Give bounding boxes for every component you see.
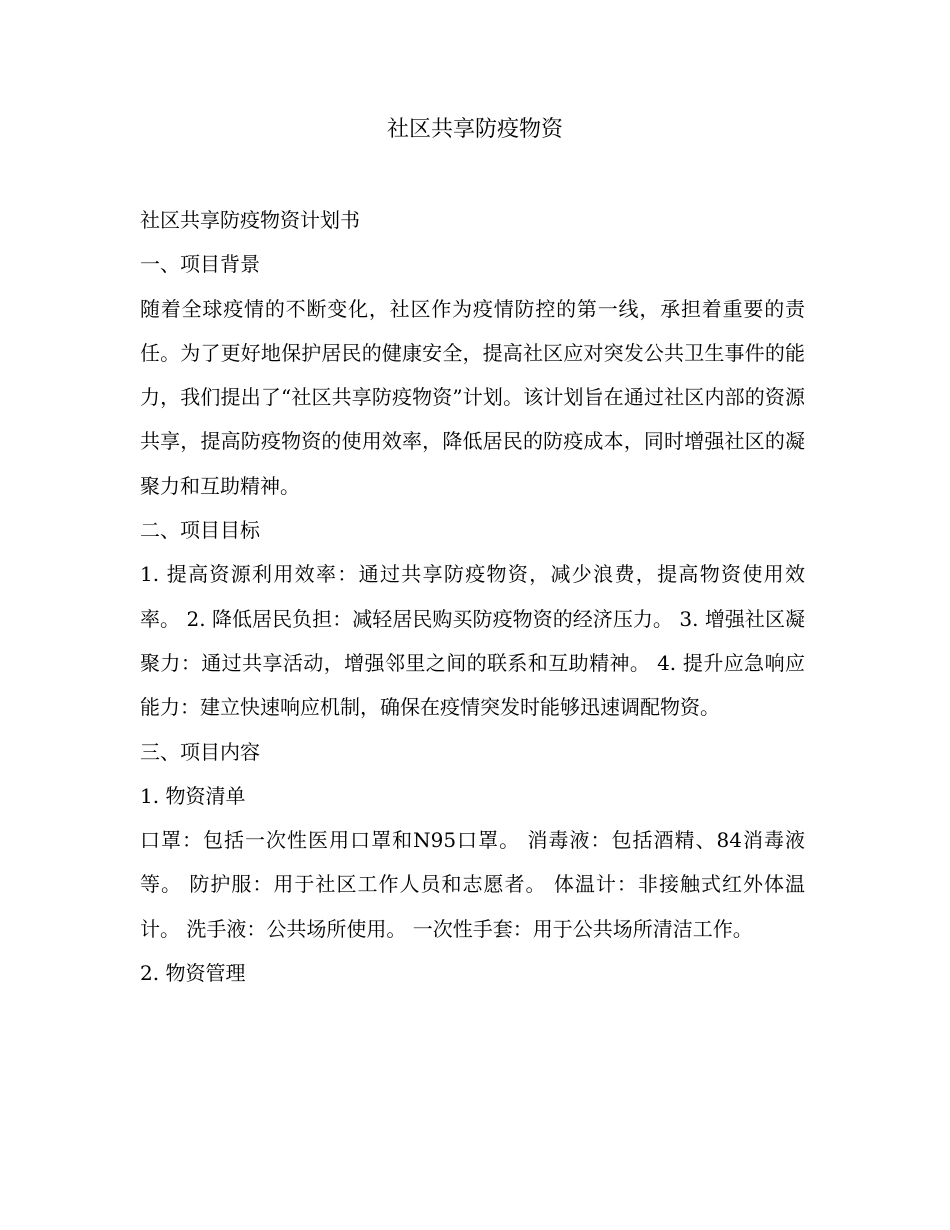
document-body <box>140 198 805 995</box>
plan-title: 社区共享防疫物资计划书 <box>140 208 360 232</box>
subheading-supply-management: 2. 物资管理 <box>140 961 246 986</box>
supply-list-paragraph: 口罩：包括一次性医用口罩和N95口罩。 消毒液：包括酒精、84消毒液等。 防护服：用于社区工作人员和志愿者。 体温计：非接触式红外体温计。 洗手液：公共场所使用。 一次性手套：用于公共场所清洁工作。 <box>140 828 805 941</box>
section-heading-content: 三、项目内容 <box>140 739 260 764</box>
background-paragraph: 随着全球疫情的不断变化，社区作为疫情防控的第一线，承担着重要的责任。为了更好地保护居民的健康安全，提高社区应对突发公共卫生事件的能力，我们提出了“社区共享防疫物资”计划。该计划旨在通过社区内部的资源共享，提高防疫物资的使用效率，降低居民的防疫成本，同时增强社区的凝聚力和互助精神。 <box>140 296 805 498</box>
subheading-supply-list: 1. 物资清单 <box>140 783 246 808</box>
document-title: 社区共享防疫物资 <box>386 117 563 142</box>
section-heading-goals: 二、项目目标 <box>140 518 260 543</box>
section-heading-background: 一、项目背景 <box>140 252 260 277</box>
goals-paragraph: 1. 提高资源利用效率：通过共享防疫物资，减少浪费，提高物资使用效率。 2. 降低居民负担：减轻居民购买防疫物资的经济压力。 3. 增强社区凝聚力：通过共享活动，增强邻里之间的联系和互助精神。 4. 提升应急响应能力：建立快速响应机制，确保在疫情突发时能够迅速调配物资。 <box>140 562 805 720</box>
